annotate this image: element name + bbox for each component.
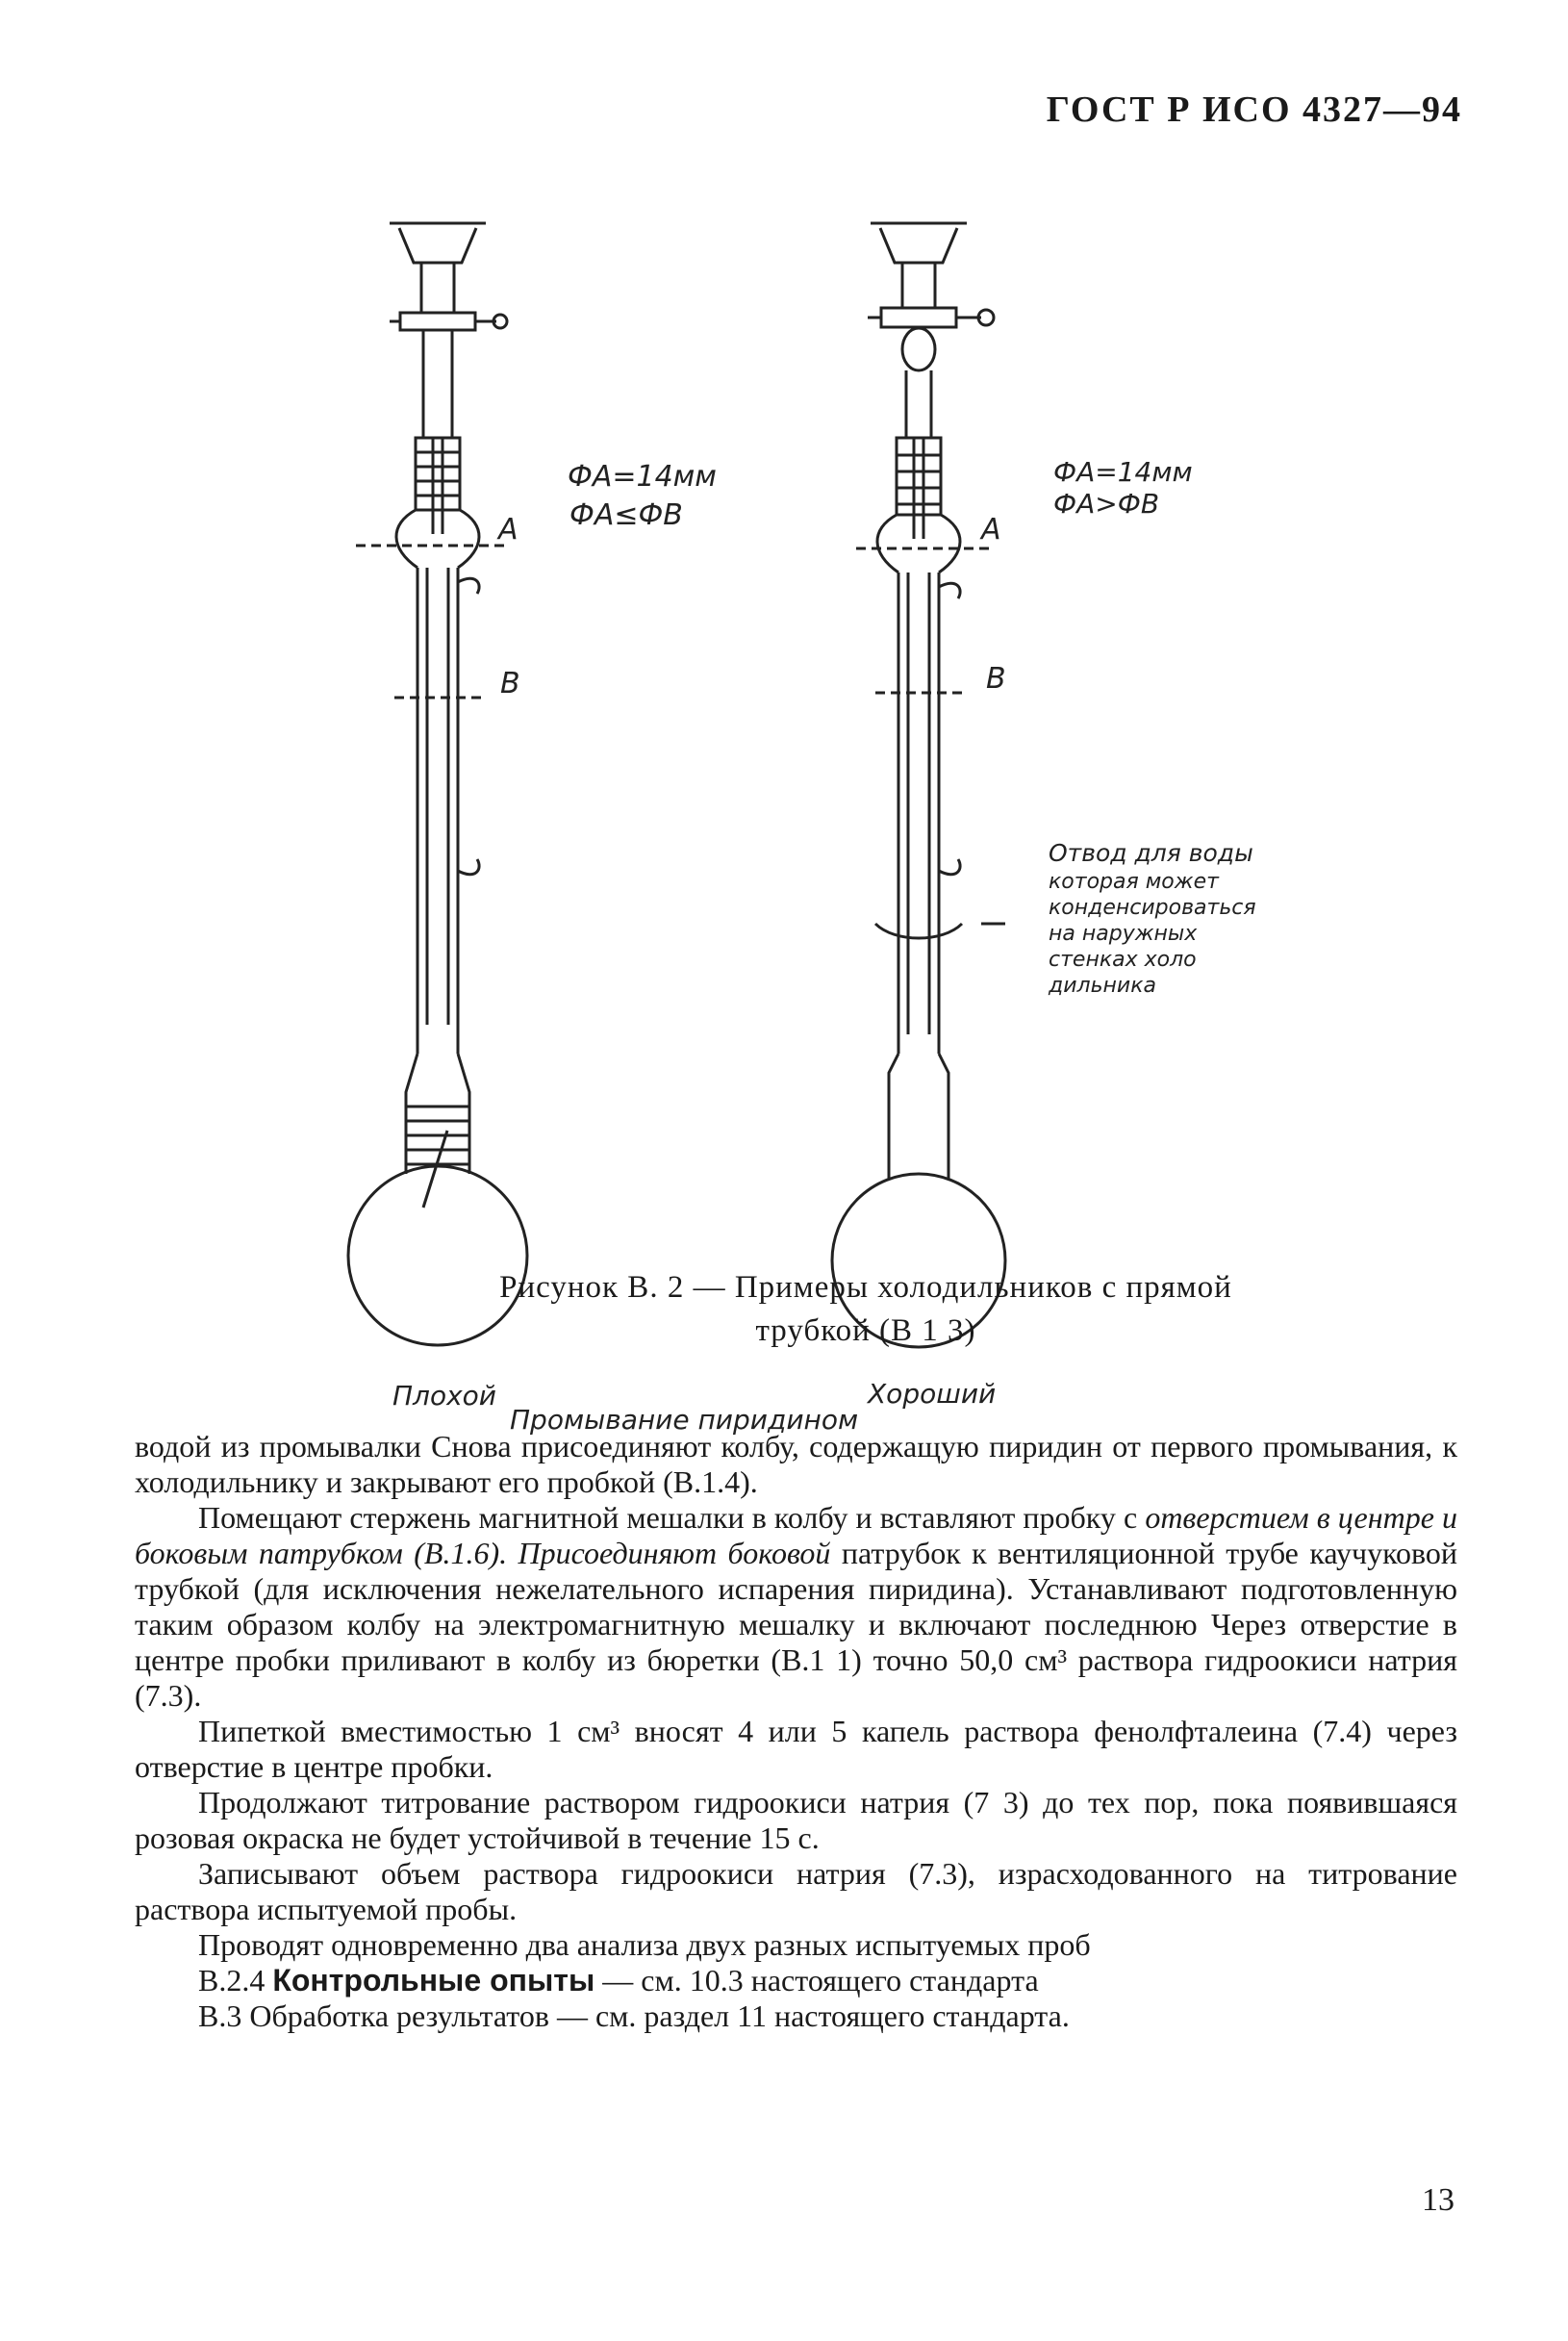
paragraph-2-start: Помещают стержень магнитной мешалки в колбу и вставляют пробку с bbox=[198, 1500, 1138, 1535]
page-number: 13 bbox=[1422, 2182, 1454, 2218]
section-reference: — см. 10.3 настоящего стандарта bbox=[602, 1963, 1039, 1997]
right-label-b: B bbox=[986, 662, 1006, 696]
paragraph-7 bbox=[135, 1963, 1457, 1998]
paragraph-4: Продолжают титрование раствором гидроокиси натрия (7 3) до тех пор, пока появившаяся розовая окраска не будет устойчивой в течение 15 с. bbox=[135, 1785, 1457, 1855]
side-note-5: стенках холо bbox=[1049, 948, 1197, 972]
paragraph-2 bbox=[135, 1500, 1457, 1714]
right-note-line2: ФA>ФB bbox=[1053, 488, 1160, 520]
paragraph-2-italic: отверстием в центре и боковым патрубком (В.1.6). Присоединяют боковой bbox=[135, 1500, 1458, 1570]
document-header: ГОСТ Р ИСО 4327—94 bbox=[1046, 89, 1462, 130]
figure-caption-line1: Рисунок В. 2 — Примеры холодильников с прямой bbox=[499, 1270, 1232, 1305]
figure-caption-line2: трубкой (В 1 3) bbox=[755, 1313, 976, 1348]
right-note-line1: ФA=14мм bbox=[1053, 456, 1193, 488]
side-note-1: Отвод для воды bbox=[1049, 839, 1253, 867]
paragraph-6: Проводят одновременно два анализа двух разных испытуемых проб bbox=[198, 1927, 1091, 1962]
side-note-2: которая может bbox=[1049, 870, 1219, 894]
left-note-line1: ФA=14мм bbox=[568, 460, 717, 494]
side-note-4: на наружных bbox=[1049, 922, 1198, 946]
body-text bbox=[135, 1429, 1457, 2034]
left-caption: Плохой bbox=[392, 1380, 496, 1412]
paragraph-5: Записывают объем раствора гидроокиси натрия (7.3), израсходованного на титрование раствора испытуемой пробы. bbox=[135, 1856, 1457, 1926]
side-note-6: дильника bbox=[1049, 974, 1156, 998]
section-heading: Контрольные опыты bbox=[272, 1963, 595, 1997]
side-note-3: конденсироваться bbox=[1049, 896, 1256, 920]
left-note-line2: ФA≤ФB bbox=[569, 498, 683, 532]
paragraph-8: В.3 Обработка результатов — см. раздел 11 настоящего стандарта. bbox=[198, 1998, 1070, 2033]
paragraph-1: водой из промывалки Снова присоединяют колбу, содержащую пиридин от первого промывания, к холодильнику и закрывают его пробкой (В.1.4). bbox=[135, 1429, 1457, 1499]
left-label-b: B bbox=[500, 667, 520, 700]
paragraph-2-rest: патрубок к вентиляционной трубе каучуковой трубкой (для исключения нежелательного испарения пиридина). Устанавливают подготовленную таким образом колбу на электромагнитную мешалку и включают последнюю Через отверстие в центре пробки приливают в колбу из бюретки (В.1 1) точно 50,0 см³ раствора гидроокиси натрия (7.3). bbox=[135, 1536, 1458, 1713]
right-label-a: A bbox=[981, 513, 1001, 547]
left-label-a: A bbox=[498, 513, 518, 547]
bottom-note: Промывание пиридином bbox=[510, 1404, 859, 1436]
left-condenser-drawing bbox=[348, 223, 527, 1345]
right-caption: Хороший bbox=[868, 1378, 997, 1410]
section-number: В.2.4 bbox=[198, 1963, 266, 1997]
right-condenser-drawing bbox=[832, 223, 1005, 1347]
paragraph-3: Пипеткой вместимостью 1 см³ вносят 4 или 5 капель раствора фенолфталеина (7.4) через отверстие в центре пробки. bbox=[135, 1714, 1457, 1784]
